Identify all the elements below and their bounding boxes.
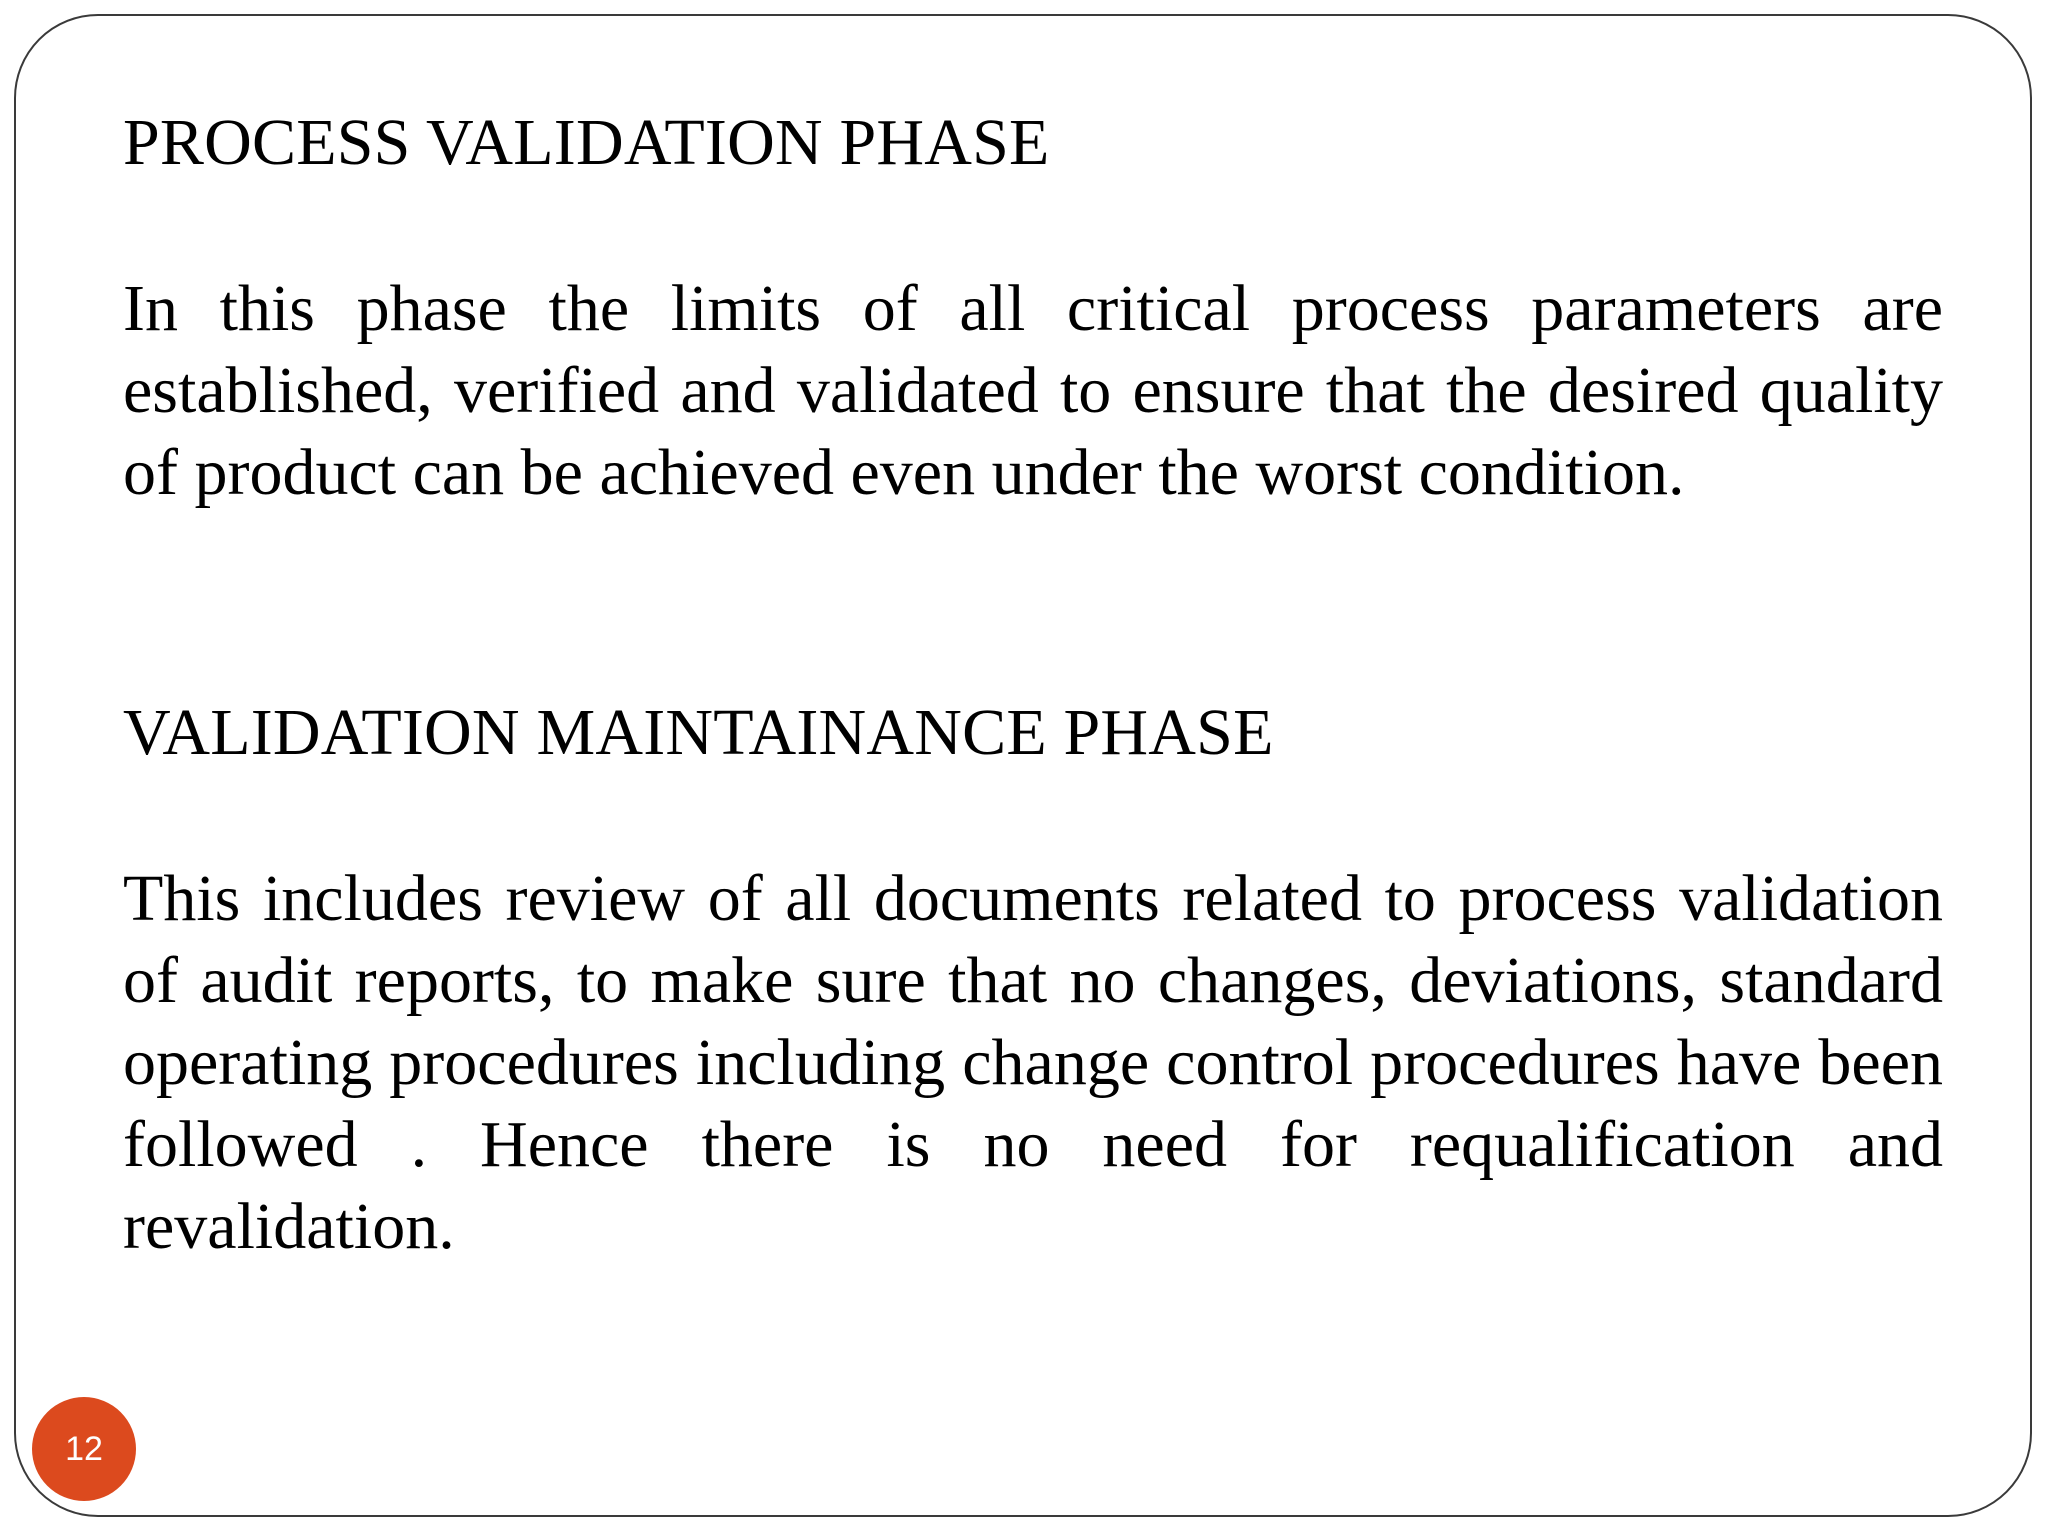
section2-body: This includes review of all documents related to process validation of audit reports, to make sure that no changes, deviations, standard operating procedures including change control procedures have been followed . Hence there is no need for requalification and revalidation. <box>123 862 1943 1263</box>
slide-content <box>123 98 1943 1268</box>
page-number-badge: 12 <box>32 1397 136 1501</box>
section1-body: In this phase the limits of all critical process parameters are established, verified and validated to ensure that the desired quality of product can be achieved even under the worst condition. <box>123 272 1943 509</box>
section2-heading: VALIDATION MAINTAINANCE PHASE <box>123 696 1274 769</box>
section1-heading: PROCESS VALIDATION PHASE <box>123 106 1050 179</box>
